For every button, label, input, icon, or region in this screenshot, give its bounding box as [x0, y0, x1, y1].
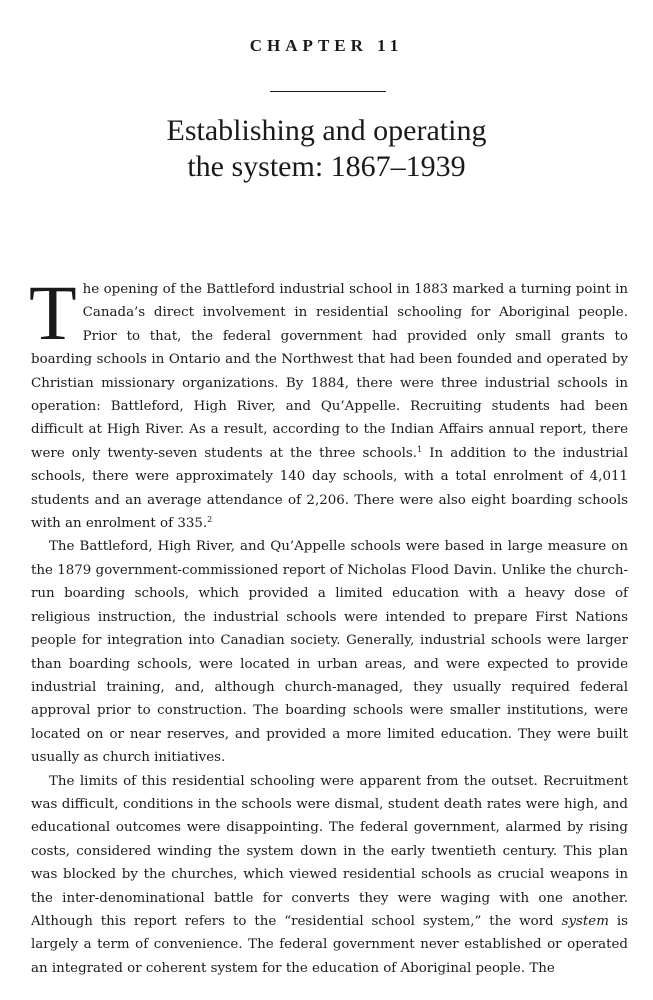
chapter-title [0, 113, 653, 185]
paragraph-3 [31, 770, 628, 981]
body-text [29, 269, 628, 980]
footnote-marker-2: 2 [207, 515, 213, 525]
paragraph-3-emphasis: system [561, 913, 609, 929]
drop-cap: T [29, 269, 77, 356]
footnote-marker-1: 1 [417, 444, 423, 454]
paragraph-3-text-b: is largely a term of convenience. The federal government never established or operated an integrated or coherent system for the education of Aboriginal people. The [31, 913, 628, 976]
paragraph-1-text-b: In addition to the industrial schools, there were approximately 140 day schools, with a total enrolment of 4,011 students and an average attendance of 2,206. There were also eight boarding schools with an enrolment of 335. [31, 445, 628, 532]
chapter-label: CHAPTER 11 [249, 36, 404, 55]
paragraph-2: The Battleford, High River, and Qu’Appelle schools were based in large measure on the 1879 government-commissioned report of Nicholas Flood Davin. Unlike the church-run boarding schools, which provided a limited education with a heavy dose of religious instruction, the industrial schools were intended to prepare First Nations people for integration into Canadian society. Generally, industrial schools were larger than boarding schools, were located in urban areas, and were expected to provide industrial training, and, although church-managed, they usually required federal approval prior to construction. The boarding schools were smaller institutions, were located on or near reserves, and provided a more limited education. They were built usually as church initiatives. [31, 539, 628, 766]
chapter-title-line-2: the system: 1867–1939 [187, 150, 466, 183]
paragraph-3-text-a: The limits of this residential schooling were apparent from the outset. Recruitment was difficult, conditions in the schools were dismal, student death rates were high, and educational outcomes were disappointing. The federal government, alarmed by rising costs, considered winding the system down in the early twentieth century. This plan was blocked by the churches, which viewed residential schools as crucial weapons in the inter-denominational battle for converts they were waging with one another. Although this report refers to the “residential school system,” the word [31, 773, 628, 929]
chapter-title-line-1: Establishing and operating [166, 114, 487, 147]
paragraph-1-text-a: he opening of the Battleford industrial school in 1883 marked a turning point in Canada’s direct involvement in residential schooling for Aboriginal people. Prior to that, the federal government had provided only small grants to boarding schools in Ontario and the Northwest that had been founded and operated by Christian missionary organizations. By 1884, there were three industrial schools in operation: Battleford, High River, and Qu’Appelle. Recruiting students had been difficult at High River. As a result, according to the Indian Affairs annual report, there were only twenty-seven students at the three schools. [31, 282, 628, 461]
paragraph-1 [29, 269, 628, 535]
chapter-rule-divider [270, 91, 386, 92]
